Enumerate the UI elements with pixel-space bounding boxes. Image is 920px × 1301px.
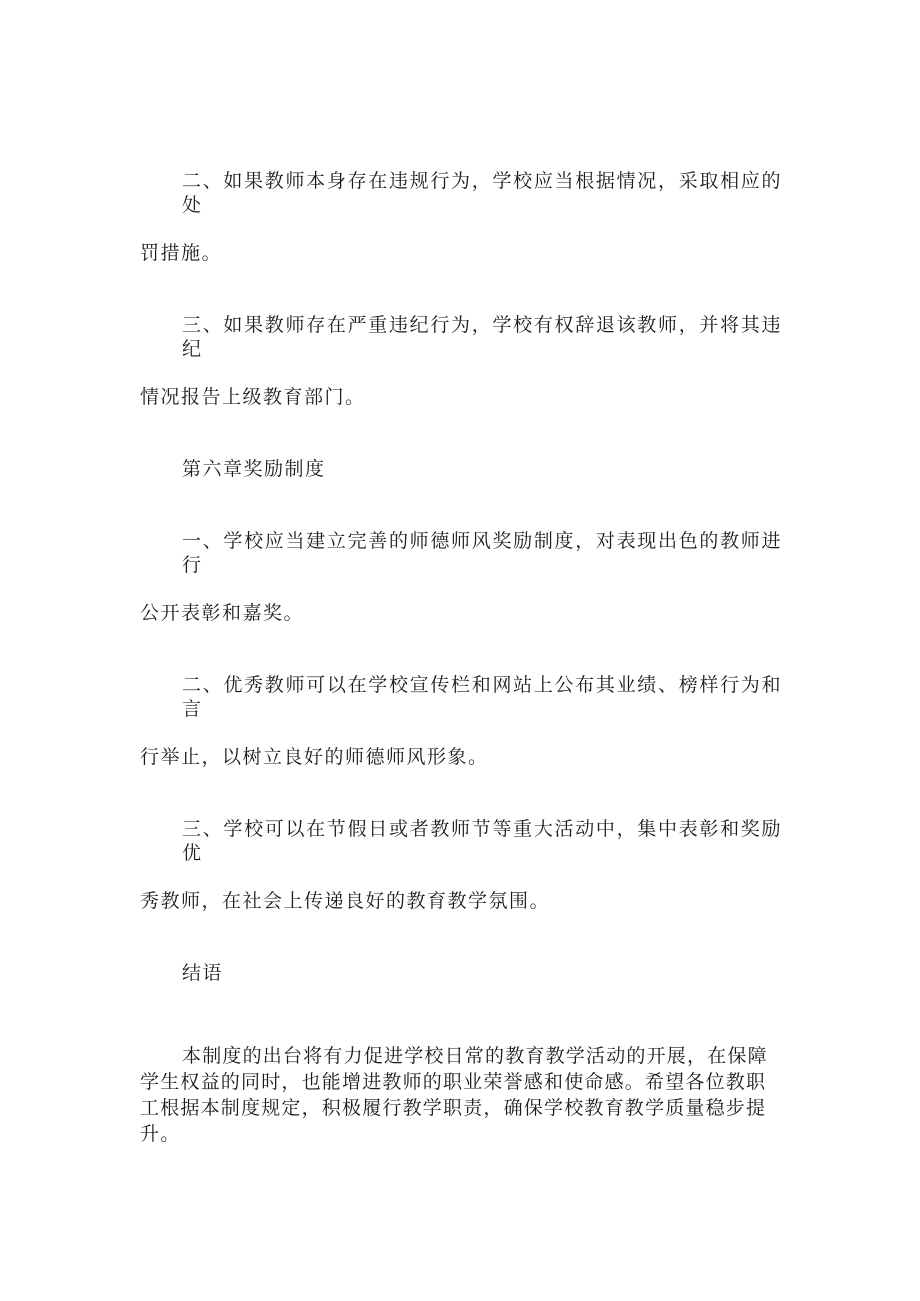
paragraph-reward-1-line-1: 一、学校应当建立完善的师德师风奖励制度，对表现出色的教师进行 bbox=[182, 530, 782, 576]
paragraph-reward-3-line-1: 三、学校可以在节假日或者教师节等重大活动中，集中表彰和奖励优 bbox=[182, 818, 782, 864]
paragraph-penalty-3-line-2: 情况报告上级教育部门。 bbox=[140, 386, 366, 408]
paragraph-penalty-2-line-2: 罚措施。 bbox=[140, 242, 223, 264]
conclusion-paragraph: 本制度的出台将有力促进学校日常的教育教学活动的开展，在保障学生权益的同时，也能增进教师的职业荣誉感和使命感。希望各位教职工根据本制度规定，积极履行教学职责，确保学校教育教学质量稳步提升。 bbox=[140, 1045, 768, 1145]
paragraph-reward-2-line-1: 二、优秀教师可以在学校宣传栏和网站上公布其业绩、榜样行为和言 bbox=[182, 674, 782, 720]
conclusion-heading: 结语 bbox=[182, 962, 224, 984]
paragraph-reward-1-line-2: 公开表彰和嘉奖。 bbox=[140, 602, 305, 624]
paragraph-reward-2-line-2: 行举止，以树立良好的师德师风形象。 bbox=[140, 746, 489, 768]
paragraph-reward-3-line-2: 秀教师，在社会上传递良好的教育教学氛围。 bbox=[140, 890, 551, 912]
paragraph-penalty-3-line-1: 三、如果教师存在严重违纪行为，学校有权辞退该教师，并将其违纪 bbox=[182, 314, 782, 360]
chapter-heading: 第六章奖励制度 bbox=[182, 458, 326, 480]
paragraph-penalty-2-line-1: 二、如果教师本身存在违规行为，学校应当根据情况，采取相应的处 bbox=[182, 170, 782, 216]
